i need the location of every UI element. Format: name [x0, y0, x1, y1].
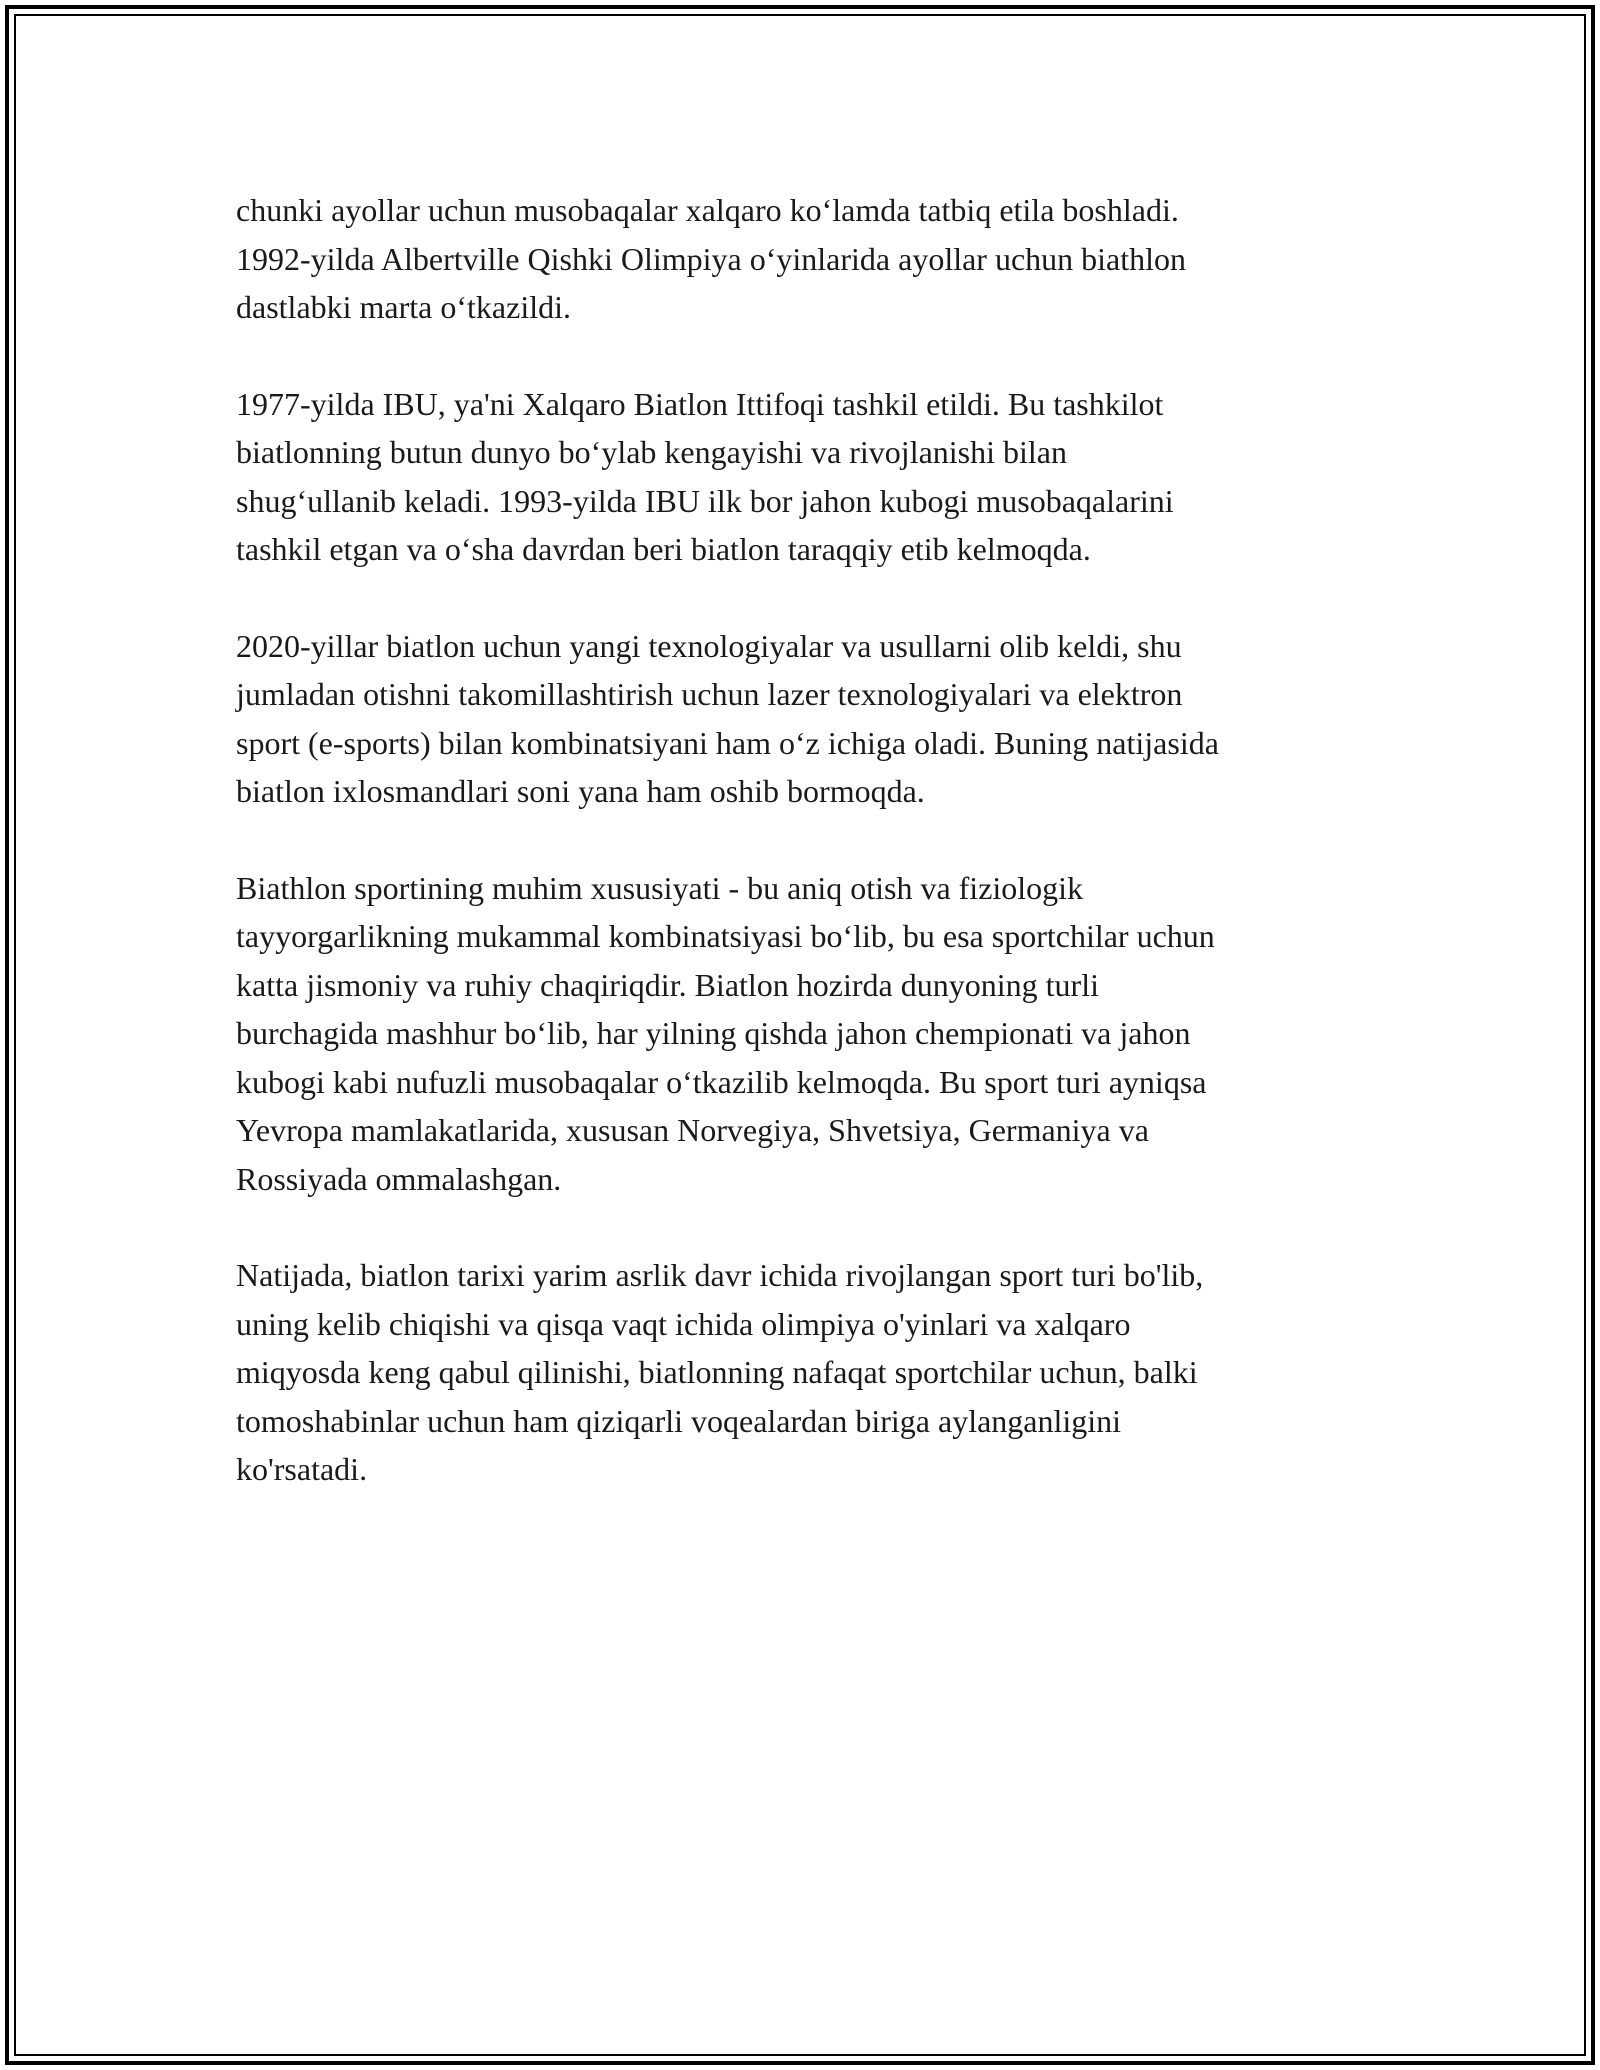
text-line: Biathlon sportining muhim xususiyati - bu aniq otish va fiziologik	[236, 869, 1084, 906]
paragraph-3	[236, 622, 1376, 816]
text-line: biatlonning butun dunyo bo‘ylab kengayishi va rivojlanishi bilan	[236, 434, 1067, 470]
paragraph-1	[236, 186, 1376, 332]
text-line: sport (e-sports) bilan kombinatsiyani ham o‘z ichiga oladi. Buning natijasida	[236, 724, 1219, 761]
paragraph-5	[236, 1251, 1376, 1494]
text-line: chunki ayollar uchun musobaqalar xalqaro ko‘lamda tatbiq etila boshladi.	[236, 192, 1179, 228]
text-line: katta jismoniy va ruhiy chaqiriqdir. Biatlon hozirda dunyoning turli	[236, 966, 1099, 1003]
text-line: shug‘ullanib keladi. 1993-yilda IBU ilk bor jahon kubogi musobaqalarini	[236, 482, 1174, 519]
text-line: burchagida mashhur bo‘lib, har yilning qishda jahon chempionati va jahon	[236, 1015, 1191, 1051]
text-line: uning kelib chiqishi va qisqa vaqt ichida olimpiya o'yinlari va xalqaro	[236, 1305, 1131, 1342]
text-line: 2020-yillar biatlon uchun yangi texnologiyalar va usullarni olib keldi, shu	[236, 627, 1182, 664]
text-line: miqyosda keng qabul qilinishi, biatlonning nafaqat sportchilar uchun, balki	[236, 1354, 1198, 1390]
text-line: dastlabki marta o‘tkazildi.	[236, 289, 571, 325]
paragraph-2	[236, 380, 1376, 574]
text-line: kubogi kabi nufuzli musobaqalar o‘tkazilib kelmoqda. Bu sport turi ayniqsa	[236, 1063, 1207, 1100]
text-line: Rossiyada ommalashgan.	[236, 1160, 562, 1197]
text-line: tomoshabinlar uchun ham qiziqarli voqealardan biriga aylanganligini	[236, 1402, 1122, 1439]
text-line: ko'rsatadi.	[236, 1451, 368, 1487]
text-line: biatlon ixlosmandlari soni yana ham oshib bormoqda.	[236, 773, 925, 809]
document-body	[236, 186, 1376, 1542]
text-line: 1977-yilda IBU, ya'ni Xalqaro Biatlon Ittifoqi tashkil etildi. Bu tashkilot	[236, 385, 1164, 422]
paragraph-4	[236, 864, 1376, 1204]
text-line: tayyorgarlikning mukammal kombinatsiyasi bo‘lib, bu esa sportchilar uchun	[236, 918, 1215, 954]
text-line: jumladan otishni takomillashtirish uchun lazer texnologiyalari va elektron	[236, 676, 1183, 712]
text-line: 1992-yilda Albertville Qishki Olimpiya o‘yinlarida ayollar uchun biathlon	[236, 240, 1187, 277]
text-line: tashkil etgan va o‘sha davrdan beri biatlon taraqqiy etib kelmoqda.	[236, 531, 1091, 567]
text-line: Natijada, biatlon tarixi yarim asrlik davr ichida rivojlangan sport turi bo'lib,	[236, 1257, 1204, 1293]
text-line: Yevropa mamlakatlarida, xususan Norvegiya, Shvetsiya, Germaniya va	[236, 1112, 1149, 1148]
